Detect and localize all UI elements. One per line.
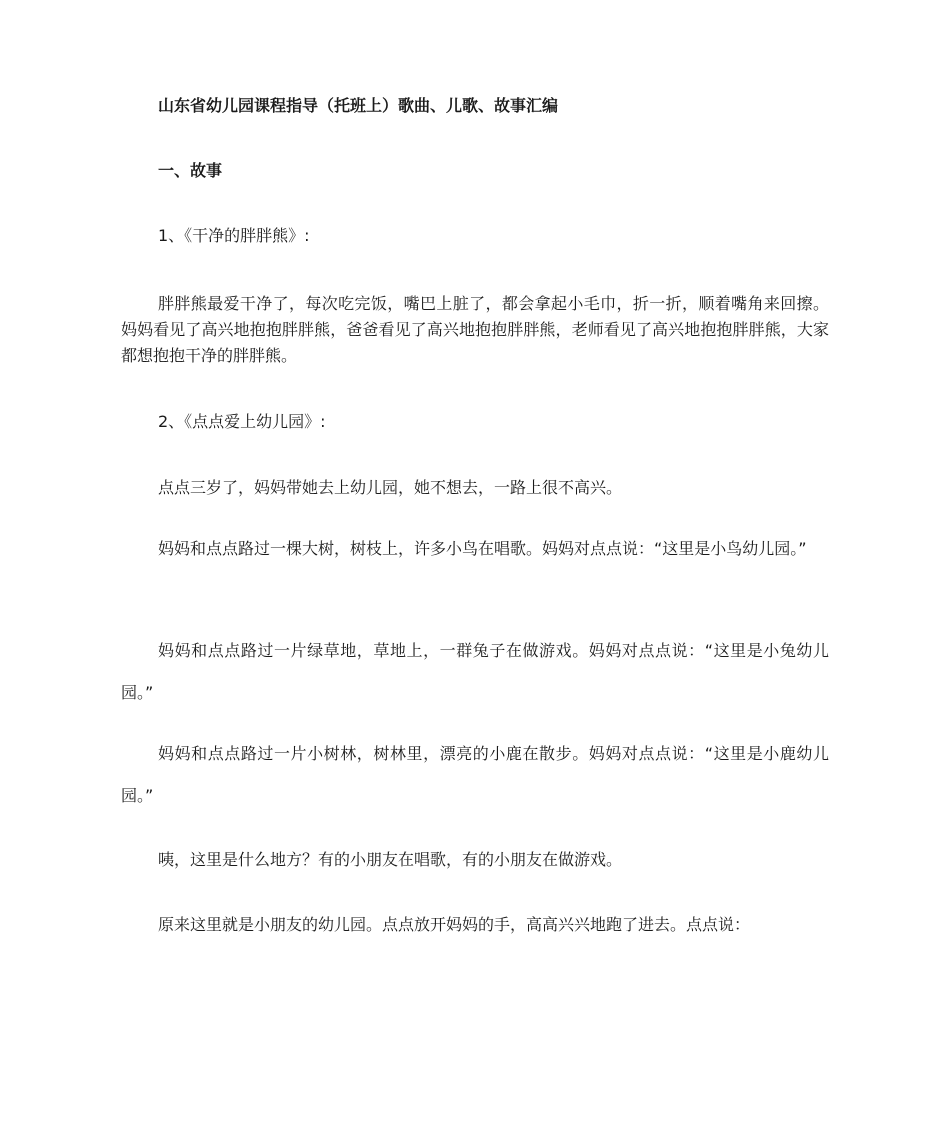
story2-paragraph-5: 咦，这里是什么地方？有的小朋友在唱歌，有的小朋友在做游戏。 [158,850,623,869]
story1-heading: 1、《干净的胖胖熊》: [158,226,310,245]
story2-paragraph-6: 原来这里就是小朋友的幼儿园。点点放开妈妈的手，高高兴兴地跑了进去。点点说： [158,915,751,934]
story2-paragraph-2: 妈妈和点点路过一棵大树，树枝上，许多小鸟在唱歌。妈妈对点点说：“这里是小鸟幼儿园。” [158,539,807,558]
document-title: 山东省幼儿园课程指导（托班上）歌曲、儿歌、故事汇编 [158,96,559,115]
story1-paragraph: 胖胖熊最爱干净了，每次吃完饭，嘴巴上脏了，都会拿起小毛巾，折一折，顺着嘴角来回擦。妈妈看见了高兴地抱抱胖胖熊，爸爸看见了高兴地抱抱胖胖熊，老师看见了高兴地抱抱胖胖熊，大家都想抱抱干净的胖胖熊。 [121,294,829,365]
story2-paragraph-4: 妈妈和点点路过一片小树林，树林里，漂亮的小鹿在散步。妈妈对点点说：“这里是小鹿幼儿园。” [121,744,829,805]
section-heading: 一、故事 [158,161,223,180]
story2-heading: 2、《点点爱上幼儿园》: [158,412,326,431]
story2-paragraph-3: 妈妈和点点路过一片绿草地，草地上，一群兔子在做游戏。妈妈对点点说：“这里是小兔幼儿园。” [121,641,829,702]
story2-paragraph-1: 点点三岁了，妈妈带她去上幼儿园，她不想去，一路上很不高兴。 [158,478,623,497]
